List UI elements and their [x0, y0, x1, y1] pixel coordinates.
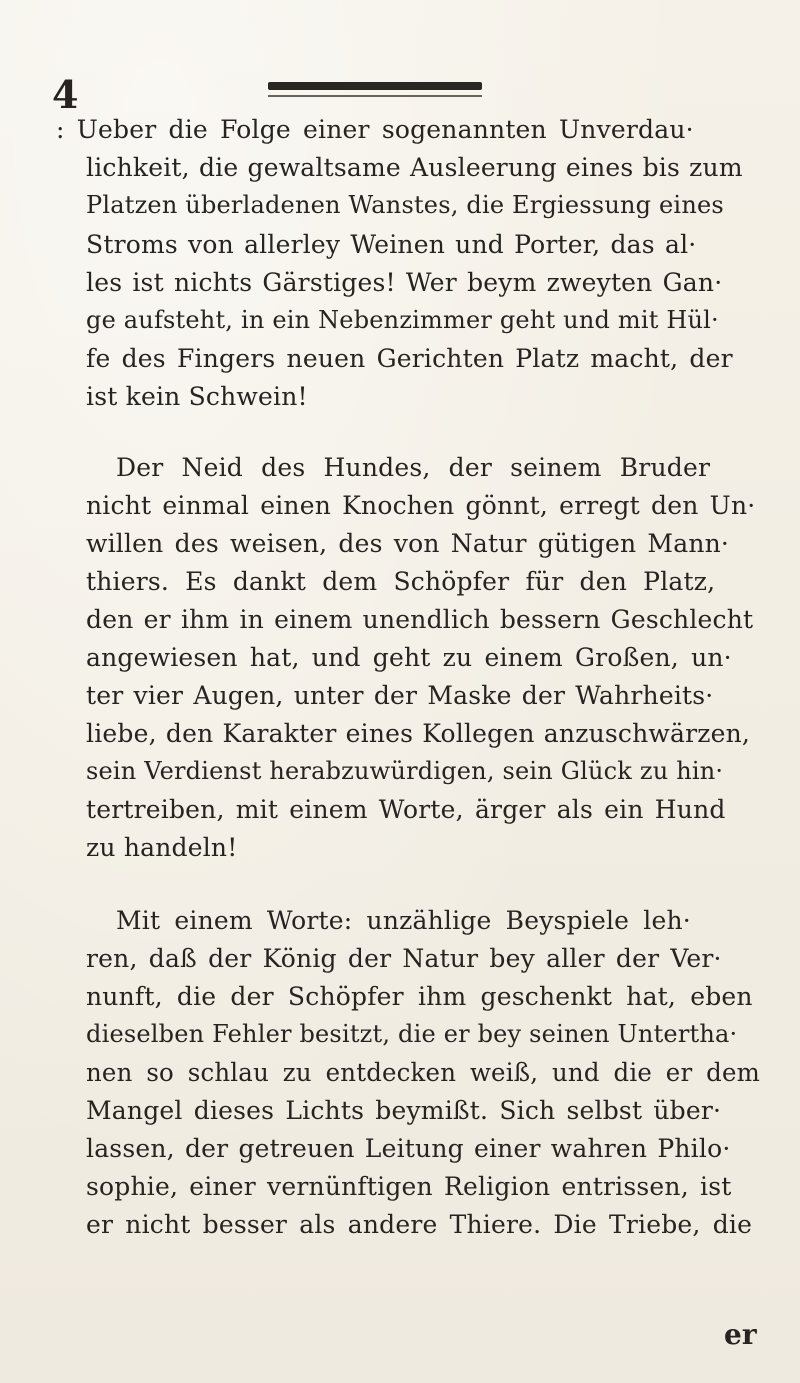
text-line: sein Verdienst herabzuwürdigen, sein Glück zu hin·	[86, 757, 724, 785]
header-rule	[268, 82, 482, 90]
text-line: les ist nichts Gärstiges! Wer beym zweyten Gan·	[86, 268, 723, 297]
text-line: Stroms von allerley Weinen und Porter, das al·	[86, 230, 697, 259]
text-line: den er ihm in einem unendlich bessern Geschlecht	[86, 605, 754, 634]
header-rule-thin	[268, 95, 482, 97]
text-line: lassen, der getreuen Leitung einer wahren Philo·	[86, 1134, 731, 1163]
text-line: ren, daß der König der Natur bey aller der Ver·	[86, 944, 722, 973]
text-line: lichkeit, die gewaltsame Ausleerung eines bis zum	[86, 153, 743, 182]
text-line: Mangel dieses Lichts beymißt. Sich selbst über·	[86, 1096, 722, 1125]
text-line: ge aufsteht, in ein Nebenzimmer geht und mit Hül·	[86, 306, 719, 334]
page-number: 4	[52, 72, 79, 117]
text-line: willen des weisen, des von Natur gütigen Mann·	[86, 529, 730, 558]
text-line: ter vier Augen, unter der Maske der Wahrheits·	[86, 681, 714, 710]
text-line: liebe, den Karakter eines Kollegen anzuschwärzen,	[86, 719, 751, 748]
text-line: Der Neid des Hundes, der seinem Bruder	[116, 453, 711, 482]
text-line: Mit einem Worte: unzählige Beyspiele leh·	[116, 906, 691, 935]
text-line: nunft, die der Schöpfer ihm geschenkt hat, eben	[86, 982, 753, 1011]
text-line: nen so schlau zu entdecken weiß, und die er dem	[86, 1058, 760, 1087]
text-line: angewiesen hat, und geht zu einem Großen, un·	[86, 643, 732, 672]
text-line: sophie, einer vernünftigen Religion entrissen, ist	[86, 1172, 732, 1201]
text-line: fe des Fingers neuen Gerichten Platz macht, der	[86, 344, 733, 373]
text-line: : Ueber die Folge einer sogenannten Unverdau·	[56, 115, 694, 144]
catchword: er	[724, 1318, 757, 1351]
text-line: dieselben Fehler besitzt, die er bey seinen Untertha·	[86, 1020, 738, 1048]
text-line: nicht einmal einen Knochen gönnt, erregt den Un·	[86, 491, 756, 520]
text-line: zu handeln!	[86, 833, 238, 862]
text-line: tertreiben, mit einem Worte, ärger als ein Hund	[86, 795, 726, 824]
text-line: er nicht besser als andere Thiere. Die Triebe, die	[86, 1210, 753, 1239]
text-line: thiers. Es dankt dem Schöpfer für den Platz,	[86, 567, 716, 596]
text-line: Platzen überladenen Wanstes, die Ergiessung eines	[86, 191, 724, 219]
text-line: ist kein Schwein!	[86, 382, 308, 411]
